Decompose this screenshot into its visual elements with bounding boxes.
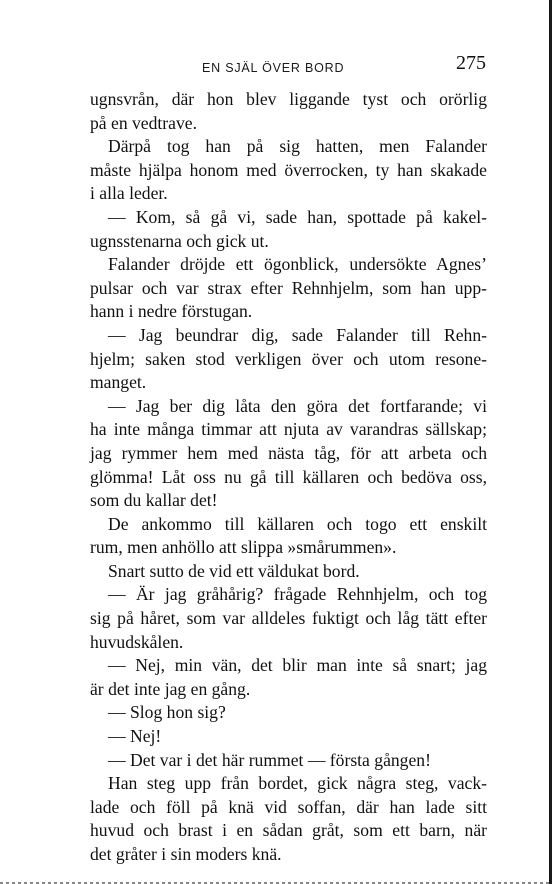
text-line: manget.: [90, 372, 147, 393]
text-line: — Är jag gråhårig? frågade Rehnhjelm, och tog: [108, 584, 487, 605]
text-line: — Kom, så gå vi, sade han, spottade på kakel-: [108, 206, 487, 227]
text-line: glömma! Låt oss nu gå till källaren och bedöva oss,: [90, 466, 487, 487]
text-line: Därpå tog han på sig hatten, men Falander: [108, 136, 487, 157]
text-line: ha inte många timmar att njuta av varandras sällskap;: [90, 419, 487, 440]
text-line: — Jag ber dig låta den göra det fortfarande; vi: [108, 395, 487, 416]
text-line: jag rymmer hem med nästa tåg, för att arbeta och: [90, 442, 487, 463]
text-line: sig på håret, som var alldeles fuktigt och låg tätt efter: [90, 608, 487, 629]
text-line: pulsar och var strax efter Rehnhjelm, som han upp-: [90, 277, 487, 298]
body-text: [90, 88, 487, 867]
running-title: EN SJÄL ÖVER BORD: [202, 61, 345, 75]
text-line: måste hjälpa honom med överrocken, ty han skakade: [90, 159, 487, 180]
text-line: — Nej, min vän, det blir man inte så snart; jag: [108, 655, 487, 676]
text-line: lade och föll på knä vid soffan, där han lade sitt: [90, 796, 487, 817]
text-line: Han steg upp från bordet, gick några steg, vack-: [108, 773, 487, 794]
text-line: är det inte jag en gång.: [90, 678, 251, 699]
text-line: hann i nedre förstugan.: [90, 301, 253, 322]
text-line: De ankommo till källaren och togo ett enskilt: [108, 513, 487, 534]
page-header: [90, 50, 490, 76]
text-line: huvudskålen.: [90, 631, 184, 652]
text-line: — Slog hon sig?: [108, 702, 226, 723]
text-line: Falander dröjde ett ögonblick, undersökte Agnes’: [108, 254, 487, 275]
text-line: hjelm; saken stod verkligen över och utom resone-: [90, 348, 487, 369]
text-line: — Jag beundrar dig, sade Falander till Rehn-: [108, 324, 487, 345]
page-number: 275: [456, 52, 486, 74]
text-line: ugnsvrån, där hon blev liggande tyst och orörlig: [90, 89, 487, 109]
text-line: Snart sutto de vid ett väldukat bord.: [108, 560, 360, 581]
text-line: ugnsstenarna och gick ut.: [90, 230, 269, 251]
text-line: — Nej!: [108, 726, 162, 747]
text-line: huvud och brast i en sådan gråt, som ett barn, när: [90, 820, 487, 841]
text-line: — Det var i det här rummet — första gången!: [108, 749, 431, 770]
text-line: rum, men anhöllo att slippa »smårummen».: [90, 537, 397, 558]
text-line: i alla leder.: [90, 183, 168, 204]
text-line: det gråter i sin moders knä.: [90, 844, 282, 864]
text-line: på en vedtrave.: [90, 112, 197, 133]
text-line: som du kallar det!: [90, 490, 218, 511]
